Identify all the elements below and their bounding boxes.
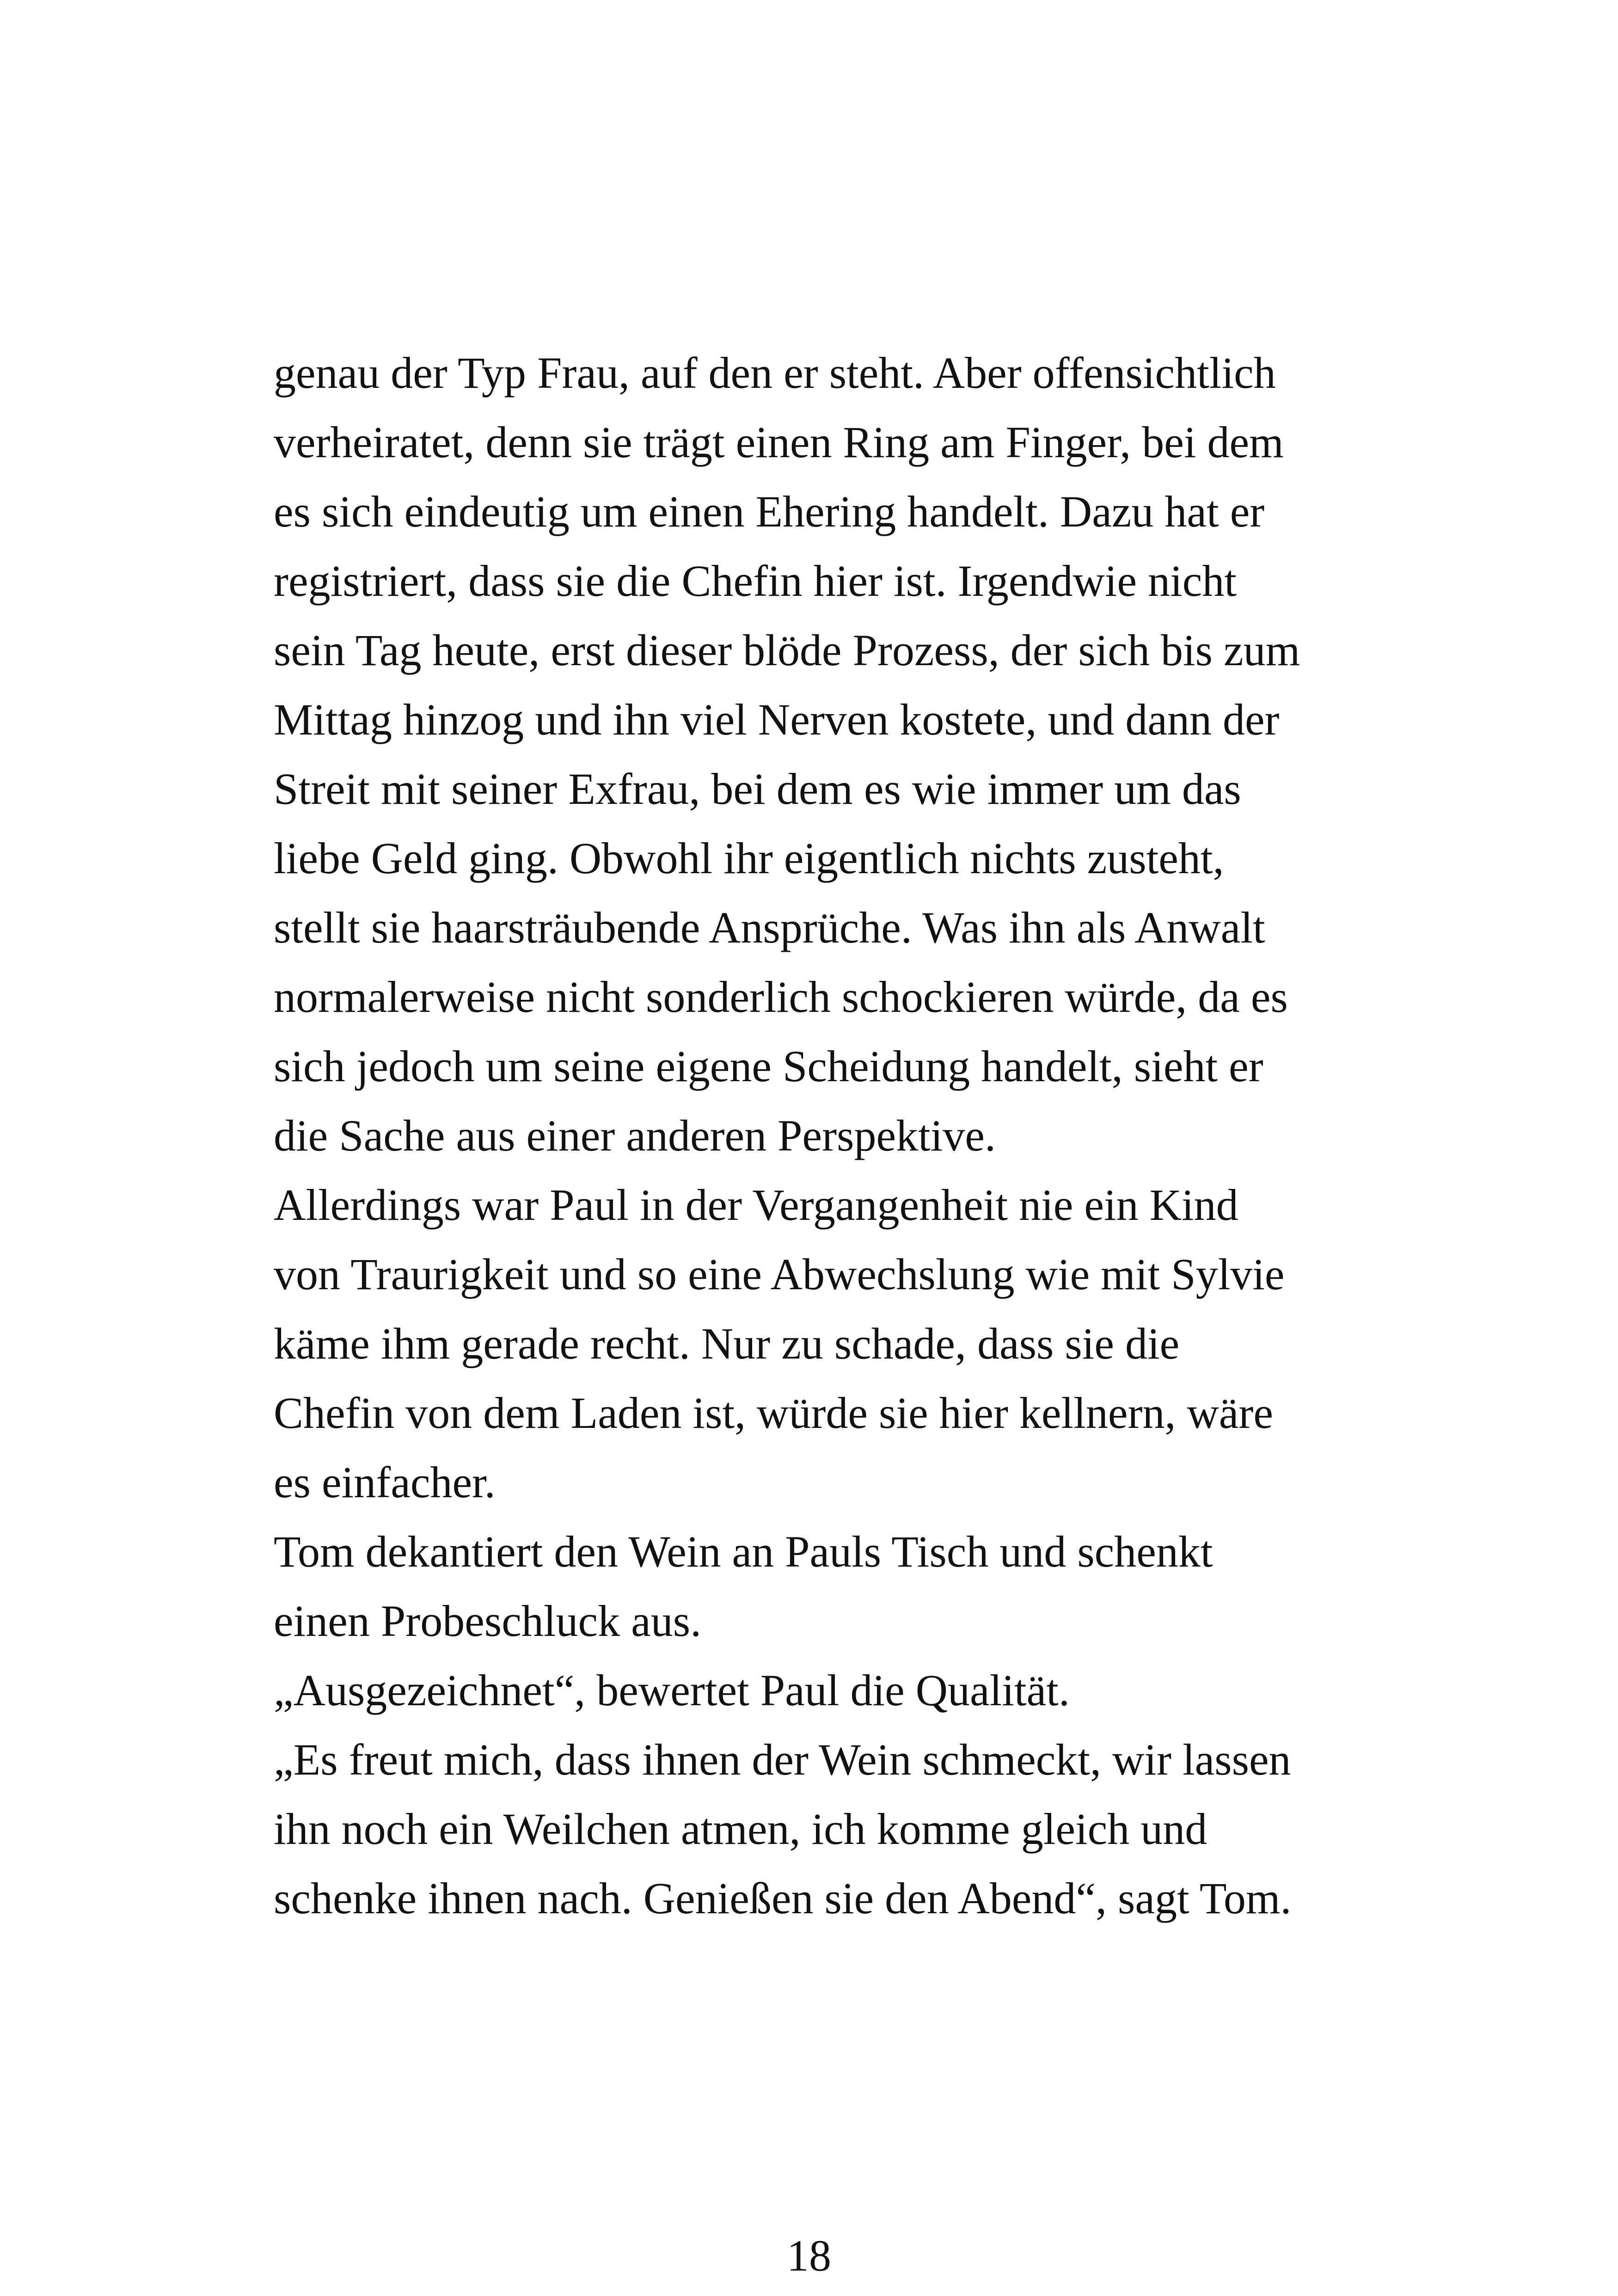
text-line: Streit mit seiner Exfrau, bei dem es wie immer um das: [274, 764, 1241, 814]
text-line: liebe Geld ging. Obwohl ihr eigentlich nichts zusteht,: [274, 833, 1224, 883]
text-line: normalerweise nicht sonderlich schockieren würde, da es: [274, 972, 1288, 1022]
text-line: die Sache aus einer anderen Perspektive.: [274, 1111, 996, 1160]
body-text: [274, 338, 1383, 1933]
text-line: ihn noch ein Weilchen atmen, ich komme gleich und: [274, 1804, 1207, 1854]
text-line: „Ausgezeichnet“, bewertet Paul die Qualität.: [274, 1665, 1070, 1715]
text-line: schenke ihnen nach. Genießen sie den Abend“, sagt Tom.: [274, 1874, 1292, 1923]
text-line: verheiratet, denn sie trägt einen Ring am Finger, bei dem: [274, 417, 1284, 467]
text-line: sein Tag heute, erst dieser blöde Prozess, der sich bis zum: [274, 625, 1300, 675]
text-line: es einfacher.: [274, 1457, 496, 1507]
text-line: Allerdings war Paul in der Vergangenheit nie ein Kind: [274, 1180, 1238, 1230]
text-line: es sich eindeutig um einen Ehering handelt. Dazu hat er: [274, 487, 1265, 536]
page-number: 18: [787, 2231, 831, 2280]
text-line: von Traurigkeit und so eine Abwechslung wie mit Sylvie: [274, 1249, 1285, 1299]
text-line: Tom dekantiert den Wein an Pauls Tisch und schenkt: [274, 1527, 1213, 1576]
text-line: käme ihm gerade recht. Nur zu schade, dass sie die: [274, 1319, 1180, 1368]
text-line: registriert, dass sie die Chefin hier ist. Irgendwie nicht: [274, 556, 1237, 606]
text-line: genau der Typ Frau, auf den er steht. Aber offensichtlich: [274, 348, 1276, 398]
text-line: „Es freut mich, dass ihnen der Wein schmeckt, wir lassen: [274, 1735, 1291, 1784]
text-line: Mittag hinzog und ihn viel Nerven kostete, und dann der: [274, 695, 1280, 744]
text-line: einen Probeschluck aus.: [274, 1596, 702, 1646]
text-line: Chefin von dem Laden ist, würde sie hier kellnern, wäre: [274, 1388, 1273, 1438]
text-line: stellt sie haarsträubende Ansprüche. Was ihn als Anwalt: [274, 903, 1265, 952]
text-line: sich jedoch um seine eigene Scheidung handelt, sieht er: [274, 1041, 1263, 1091]
